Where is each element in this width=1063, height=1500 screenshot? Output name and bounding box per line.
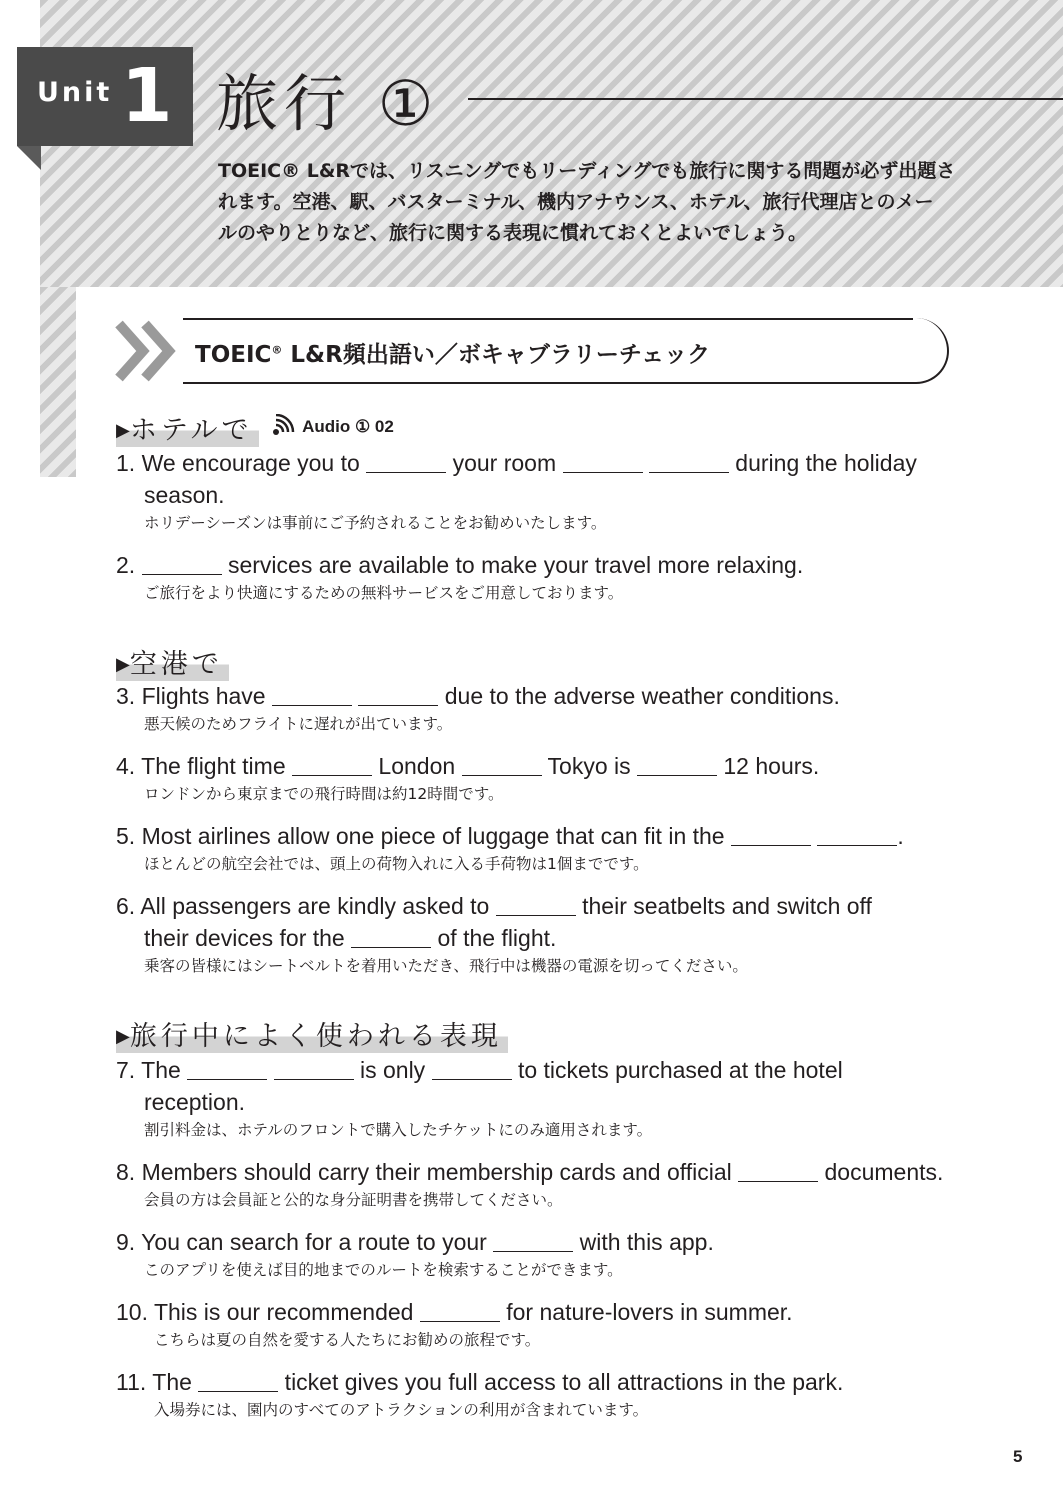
page-number: 5 [1013, 1447, 1023, 1466]
answer-blank[interactable] [637, 755, 717, 776]
question-number: 7. [116, 1057, 136, 1083]
question-text [116, 890, 966, 922]
answer-blank[interactable] [649, 452, 729, 473]
question-text-continued: season. [144, 482, 225, 508]
answer-blank[interactable] [738, 1161, 818, 1182]
answer-blank[interactable] [198, 1371, 278, 1392]
question-item-9 [116, 1226, 966, 1282]
question-item-10 [116, 1296, 966, 1352]
text-segment: is only [353, 1057, 432, 1083]
answer-blank[interactable] [366, 452, 446, 473]
question-text [116, 680, 966, 712]
question-text-continued: reception. [144, 1089, 246, 1115]
text-segment: . [897, 823, 904, 849]
text-segment: to tickets purchased at the hotel [511, 1057, 843, 1083]
answer-blank[interactable] [420, 1301, 500, 1322]
japanese-translation: 会員の方は会員証と公的な身分証明書を携帯してください。 [144, 1191, 563, 1209]
question-number: 1. [116, 450, 136, 476]
text-segment: The [152, 1369, 199, 1395]
question-item-1 [116, 447, 966, 535]
question-item-8 [116, 1156, 966, 1212]
unit-badge-fold [17, 146, 41, 170]
text-segment: You can search for a route to your [141, 1229, 494, 1255]
question-item-11 [116, 1366, 966, 1422]
question-number: 10. [116, 1299, 148, 1325]
text-segment: Flights have [141, 683, 272, 709]
answer-blank[interactable] [292, 755, 372, 776]
text-segment: Most airlines allow one piece of luggage that can fit in the [141, 823, 731, 849]
answer-blank[interactable] [563, 452, 643, 473]
question-text [116, 1156, 966, 1188]
question-item-3 [116, 680, 966, 736]
left-stripe-band [40, 287, 76, 477]
japanese-translation: ホリデーシーズンは事前にご予約されることをお勧めいたします。 [144, 514, 607, 532]
question-number: 9. [116, 1229, 136, 1255]
text-segment: The flight time [141, 753, 293, 779]
text-segment: their seatbelts and switch off [575, 893, 872, 919]
title-rule [468, 98, 1063, 100]
answer-blank[interactable] [432, 1059, 512, 1080]
intro-line: TOEIC® L&Rでは、リスニングでもリーディングでも旅行に関する問題が必ず出題さ [218, 160, 956, 182]
japanese-translation: 悪天候のためフライトに遅れが出ています。 [144, 715, 453, 733]
play-triangle-icon: ▶ [116, 654, 130, 675]
text-segment: 12 hours. [717, 753, 820, 779]
question-number: 4. [116, 753, 136, 779]
question-text [116, 1226, 966, 1258]
question-item-7 [116, 1054, 966, 1142]
text-segment: Members should carry their membership cards and official [141, 1159, 739, 1185]
play-triangle-icon: ▶ [116, 1026, 130, 1047]
answer-blank[interactable] [731, 825, 811, 846]
intro-line: ルのやりとりなど、旅行に関する表現に慣れておくとよいでしょう。 [218, 222, 808, 244]
japanese-translation: 乗客の皆様にはシートベルトを着用いただき、飛行中は機器の電源を切ってください。 [144, 957, 748, 975]
unit-label: Unit [37, 77, 113, 108]
text-segment: All passengers are kindly asked to [140, 893, 496, 919]
japanese-translation: ロンドンから東京までの飛行時間は約12時間です。 [144, 785, 504, 803]
question-number: 3. [116, 683, 136, 709]
section-heading-hotel [116, 408, 259, 447]
japanese-translation: 入場券には、園内のすべてのアトラクションの利用が含まれています。 [154, 1401, 649, 1419]
audio-track[interactable] [272, 414, 394, 440]
question-text [116, 447, 966, 479]
section-heading-airport [116, 642, 229, 681]
text-segment: of the flight. [431, 925, 557, 951]
vocab-title-pre: TOEIC [195, 342, 272, 368]
answer-blank[interactable] [272, 685, 352, 706]
japanese-translation: こちらは夏の自然を愛する人たちにお勧めの旅程です。 [154, 1331, 541, 1349]
answer-blank[interactable] [496, 895, 576, 916]
text-segment: This is our recommended [153, 1299, 420, 1325]
text-segment: documents. [818, 1159, 944, 1185]
text-segment: Tokyo is [541, 753, 637, 779]
text-segment: London [372, 753, 462, 779]
text-segment: their devices for the [144, 925, 352, 951]
question-number: 11. [116, 1369, 147, 1395]
question-number: 2. [116, 552, 136, 578]
japanese-translation: ご旅行をより快適にするための無料サービスをご用意しております。 [144, 584, 624, 602]
japanese-translation: このアプリを使えば目的地までのルートを検索することができます。 [144, 1261, 623, 1279]
question-item-2 [116, 549, 966, 605]
question-text [116, 1366, 966, 1398]
answer-blank[interactable] [274, 1059, 354, 1080]
text-segment: ticket gives you full access to all attractions in the park. [278, 1369, 844, 1395]
audio-label: Audio ① 02 [302, 417, 394, 436]
question-text [116, 820, 966, 852]
section-title: ホテルで [129, 415, 253, 446]
question-text [116, 1296, 966, 1328]
section-heading-travel [116, 1014, 508, 1053]
text-segment: for nature-lovers in summer. [499, 1299, 793, 1325]
unit-badge [17, 47, 193, 146]
text-segment: your room [446, 450, 563, 476]
registered-mark: ® [271, 343, 283, 357]
section-title: 空港で [129, 649, 223, 680]
question-item-5 [116, 820, 966, 876]
vocab-title-post: L&R頻出語い／ボキャブラリーチェック [282, 342, 711, 368]
vocab-check-title [195, 336, 710, 369]
question-text-continued [116, 922, 966, 954]
intro-paragraph [218, 156, 988, 249]
unit-title: 旅行 ① [216, 67, 440, 140]
question-item-6 [116, 890, 966, 978]
question-text [116, 549, 966, 581]
answer-blank[interactable] [187, 1059, 267, 1080]
audio-waves-icon [272, 414, 298, 436]
question-text [116, 750, 966, 782]
intro-line: れます。空港、駅、バスターミナル、機内アナウンス、ホテル、旅行代理店とのメー [218, 191, 934, 213]
question-number: 5. [116, 823, 136, 849]
text-segment: during the holiday [728, 450, 917, 476]
text-segment: The [141, 1057, 188, 1083]
answer-blank[interactable] [351, 927, 431, 948]
answer-blank[interactable] [462, 755, 542, 776]
question-number: 6. [116, 893, 136, 919]
text-segment: services are available to make your travel more relaxing. [221, 552, 804, 578]
answer-blank[interactable] [142, 554, 222, 575]
question-text [116, 1054, 966, 1086]
question-item-4 [116, 750, 966, 806]
answer-blank[interactable] [493, 1231, 573, 1252]
double-chevron-icon [113, 318, 185, 384]
answer-blank[interactable] [817, 825, 897, 846]
unit-number: 1 [121, 53, 173, 139]
play-triangle-icon: ▶ [116, 420, 130, 441]
japanese-translation: ほとんどの航空会社では、頭上の荷物入れに入る手荷物は1個までです。 [144, 855, 649, 873]
text-segment: due to the adverse weather conditions. [438, 683, 840, 709]
question-number: 8. [116, 1159, 136, 1185]
answer-blank[interactable] [358, 685, 438, 706]
section-title: 旅行中によく使われる表現 [129, 1021, 502, 1052]
text-segment: We encourage you to [141, 450, 367, 476]
japanese-translation: 割引料金は、ホテルのフロントで購入したチケットにのみ適用されます。 [144, 1121, 653, 1139]
text-segment: with this app. [573, 1229, 714, 1255]
